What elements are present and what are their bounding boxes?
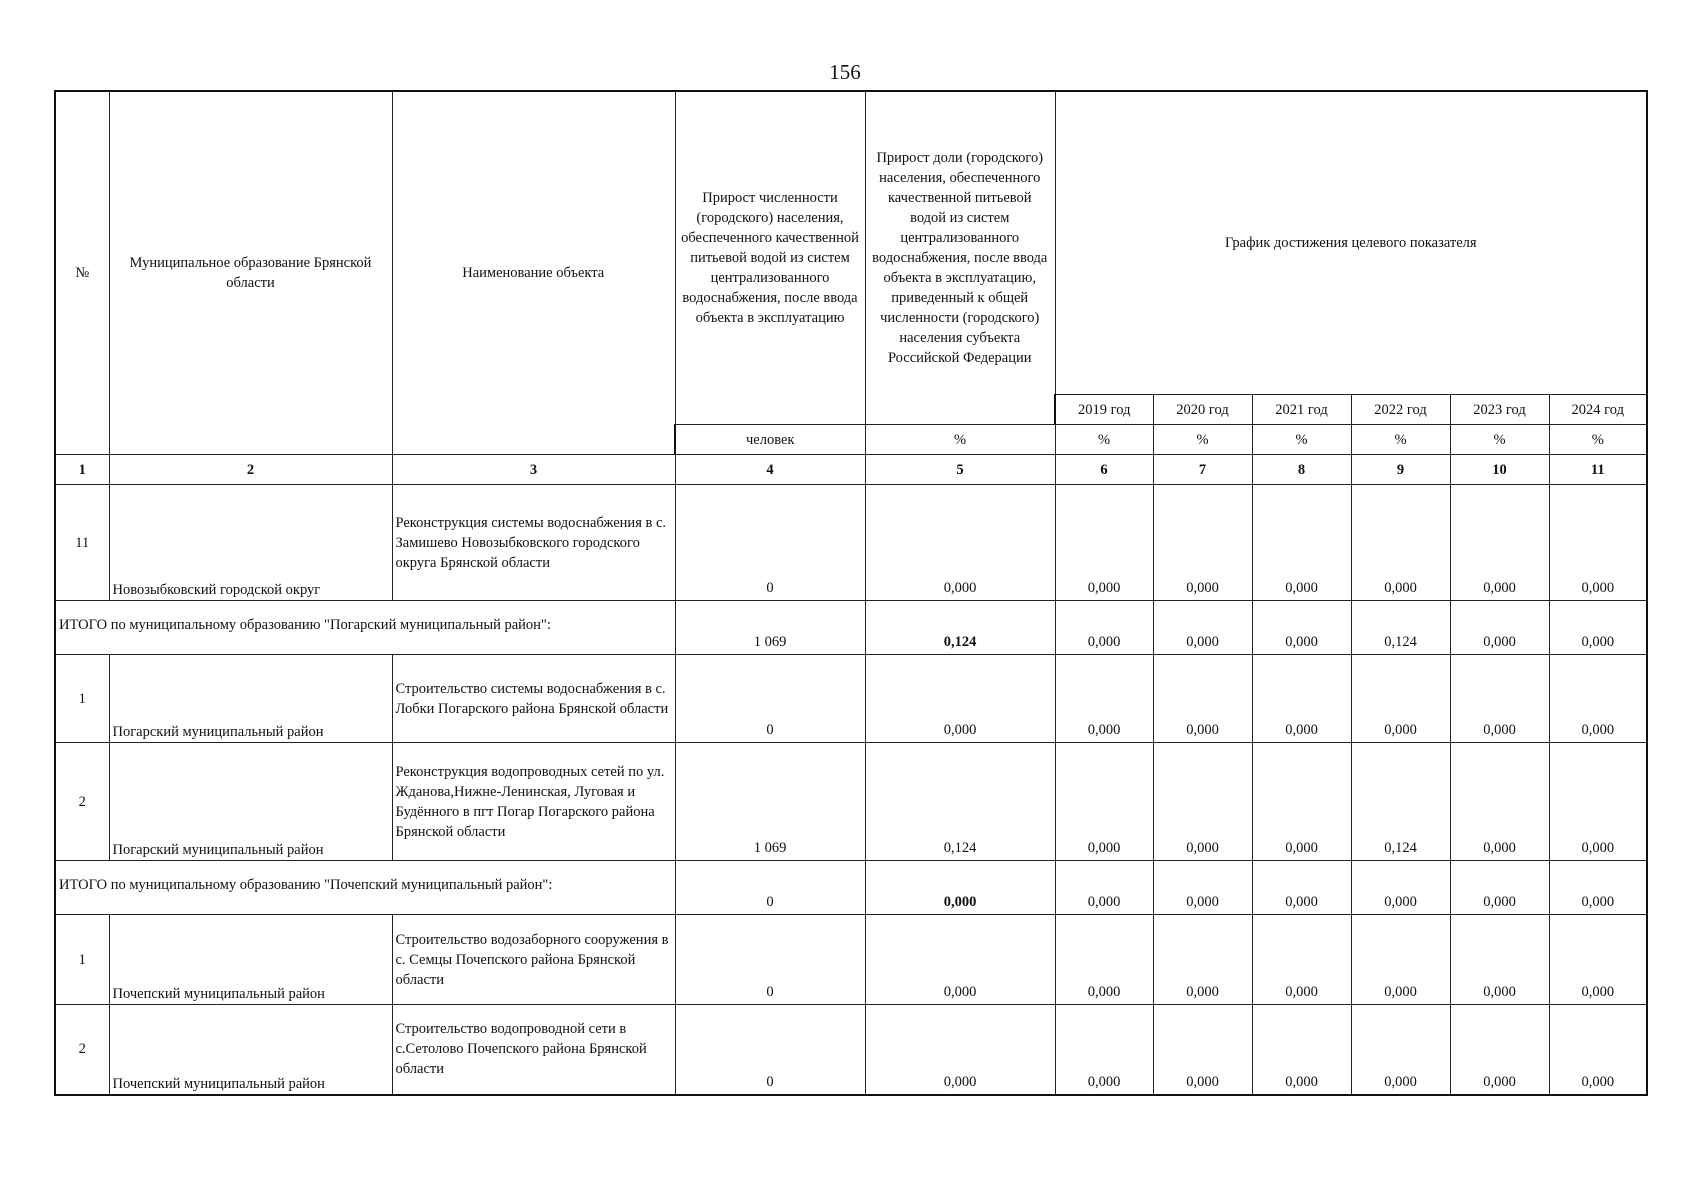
row-year-value: 0,000: [1055, 743, 1153, 861]
row-year-value: 0,000: [1351, 655, 1450, 743]
row-year-value: 0,000: [1055, 1005, 1153, 1095]
row-municipality: Почепский муниципальный район: [109, 915, 392, 1005]
column-number: 8: [1252, 455, 1351, 485]
table-row: [55, 655, 1647, 743]
unit-percent: %: [1252, 425, 1351, 455]
row-municipality: Погарский муниципальный район: [109, 743, 392, 861]
total-year-value: 0,000: [1055, 861, 1153, 915]
row-year-value: 0,000: [1153, 1005, 1252, 1095]
table-row: [55, 915, 1647, 1005]
row-share: 0,000: [865, 485, 1055, 601]
total-year-value: 0,000: [1153, 601, 1252, 655]
total-year-value: 0,000: [1055, 601, 1153, 655]
row-municipality: Новозыбковский городской округ: [109, 485, 392, 601]
total-year-value: 0,124: [1351, 601, 1450, 655]
row-year-value: 0,000: [1450, 655, 1549, 743]
row-year-value: 0,000: [1351, 1005, 1450, 1095]
unit-percent: %: [1450, 425, 1549, 455]
total-row: [55, 601, 1647, 655]
row-year-value: 0,000: [1252, 915, 1351, 1005]
row-people: 0: [675, 485, 865, 601]
year-2020: 2020 год: [1153, 395, 1252, 425]
table-row: [55, 485, 1647, 601]
row-year-value: 0,000: [1549, 915, 1647, 1005]
header-no: №: [55, 91, 109, 455]
column-number: 11: [1549, 455, 1647, 485]
column-number: 6: [1055, 455, 1153, 485]
year-2022: 2022 год: [1351, 395, 1450, 425]
total-year-value: 0,000: [1153, 861, 1252, 915]
total-people: 0: [675, 861, 865, 915]
row-year-value: 0,000: [1153, 743, 1252, 861]
unit-people: человек: [675, 425, 865, 455]
row-year-value: 0,000: [1549, 1005, 1647, 1095]
column-number: 1: [55, 455, 109, 485]
total-people: 1 069: [675, 601, 865, 655]
year-2019: 2019 год: [1055, 395, 1153, 425]
total-label: ИТОГО по муниципальному образованию "Почепский муниципальный район":: [55, 861, 675, 915]
row-share: 0,124: [865, 743, 1055, 861]
total-share: 0,124: [865, 601, 1055, 655]
row-year-value: 0,000: [1252, 485, 1351, 601]
row-year-value: 0,000: [1450, 485, 1549, 601]
row-object: Строительство водозаборного сооружения в с. Семцы Почепского района Брянской области: [392, 915, 675, 1005]
page-number: 156: [829, 60, 861, 84]
table-row: [55, 743, 1647, 861]
row-municipality: Почепский муниципальный район: [109, 1005, 392, 1095]
row-people: 1 069: [675, 743, 865, 861]
column-number: 4: [675, 455, 865, 485]
row-number: 2: [55, 743, 109, 861]
column-number: 7: [1153, 455, 1252, 485]
row-object: Строительство системы водоснабжения в с. Лобки Погарского района Брянской области: [392, 655, 675, 743]
header-municipality: Муниципальное образование Брянской области: [109, 91, 392, 455]
unit-percent: %: [1055, 425, 1153, 455]
total-year-value: 0,000: [1252, 861, 1351, 915]
row-share: 0,000: [865, 655, 1055, 743]
total-row: [55, 861, 1647, 915]
row-year-value: 0,000: [1153, 655, 1252, 743]
unit-percent: %: [1549, 425, 1647, 455]
column-number: 3: [392, 455, 675, 485]
row-year-value: 0,000: [1153, 485, 1252, 601]
total-share: 0,000: [865, 861, 1055, 915]
row-number: 2: [55, 1005, 109, 1095]
column-number: 9: [1351, 455, 1450, 485]
column-number: 10: [1450, 455, 1549, 485]
row-municipality: Погарский муниципальный район: [109, 655, 392, 743]
total-year-value: 0,000: [1252, 601, 1351, 655]
header-share-increase: Прирост доли (городского) населения, обеспеченного качественной питьевой водой из систем централизованного водоснабжения, после ввода объекта в эксплуатацию, приведенный к общей численности (городского) населения субъекта Российской Федерации: [865, 91, 1055, 425]
row-number: 11: [55, 485, 109, 601]
total-year-value: 0,000: [1450, 861, 1549, 915]
unit-percent: %: [865, 425, 1055, 455]
row-year-value: 0,124: [1351, 743, 1450, 861]
header-row: [55, 91, 1647, 395]
unit-percent: %: [1351, 425, 1450, 455]
row-people: 0: [675, 915, 865, 1005]
row-year-value: 0,000: [1252, 1005, 1351, 1095]
row-year-value: 0,000: [1450, 1005, 1549, 1095]
row-number: 1: [55, 915, 109, 1005]
row-year-value: 0,000: [1351, 485, 1450, 601]
year-2024: 2024 год: [1549, 395, 1647, 425]
row-share: 0,000: [865, 1005, 1055, 1095]
row-year-value: 0,000: [1450, 743, 1549, 861]
row-people: 0: [675, 1005, 865, 1095]
year-2021: 2021 год: [1252, 395, 1351, 425]
row-year-value: 0,000: [1055, 485, 1153, 601]
total-label: ИТОГО по муниципальному образованию "Погарский муниципальный район":: [55, 601, 675, 655]
row-year-value: 0,000: [1549, 655, 1647, 743]
row-object: Реконструкция системы водоснабжения в с. Замишево Новозыбковского городского округа Брянской области: [392, 485, 675, 601]
table-row: [55, 1005, 1647, 1095]
row-year-value: 0,000: [1351, 915, 1450, 1005]
column-number: 2: [109, 455, 392, 485]
row-year-value: 0,000: [1252, 655, 1351, 743]
row-number: 1: [55, 655, 109, 743]
header-population-increase: Прирост численности (городского) населения, обеспеченного качественной питьевой водой из систем централизованного водоснабжения, после ввода объекта в эксплуатацию: [675, 91, 865, 425]
total-year-value: 0,000: [1351, 861, 1450, 915]
row-object: Реконструкция водопроводных сетей по ул. Жданова,Нижне-Ленинская, Луговая и Будённого в пгт Погар Погарского района Брянской области: [392, 743, 675, 861]
row-year-value: 0,000: [1450, 915, 1549, 1005]
unit-percent: %: [1153, 425, 1252, 455]
column-numbers-row: [55, 455, 1647, 485]
row-year-value: 0,000: [1549, 485, 1647, 601]
header-object: Наименование объекта: [392, 91, 675, 455]
total-year-value: 0,000: [1549, 861, 1647, 915]
row-share: 0,000: [865, 915, 1055, 1005]
row-object: Строительство водопроводной сети в с.Сетолово Почепского района Брянской области: [392, 1005, 675, 1095]
total-year-value: 0,000: [1450, 601, 1549, 655]
row-year-value: 0,000: [1055, 655, 1153, 743]
total-year-value: 0,000: [1549, 601, 1647, 655]
row-people: 0: [675, 655, 865, 743]
header-schedule: График достижения целевого показателя: [1055, 91, 1647, 395]
column-number: 5: [865, 455, 1055, 485]
row-year-value: 0,000: [1252, 743, 1351, 861]
target-indicator-table: [54, 90, 1648, 1096]
row-year-value: 0,000: [1055, 915, 1153, 1005]
row-year-value: 0,000: [1549, 743, 1647, 861]
year-2023: 2023 год: [1450, 395, 1549, 425]
row-year-value: 0,000: [1153, 915, 1252, 1005]
